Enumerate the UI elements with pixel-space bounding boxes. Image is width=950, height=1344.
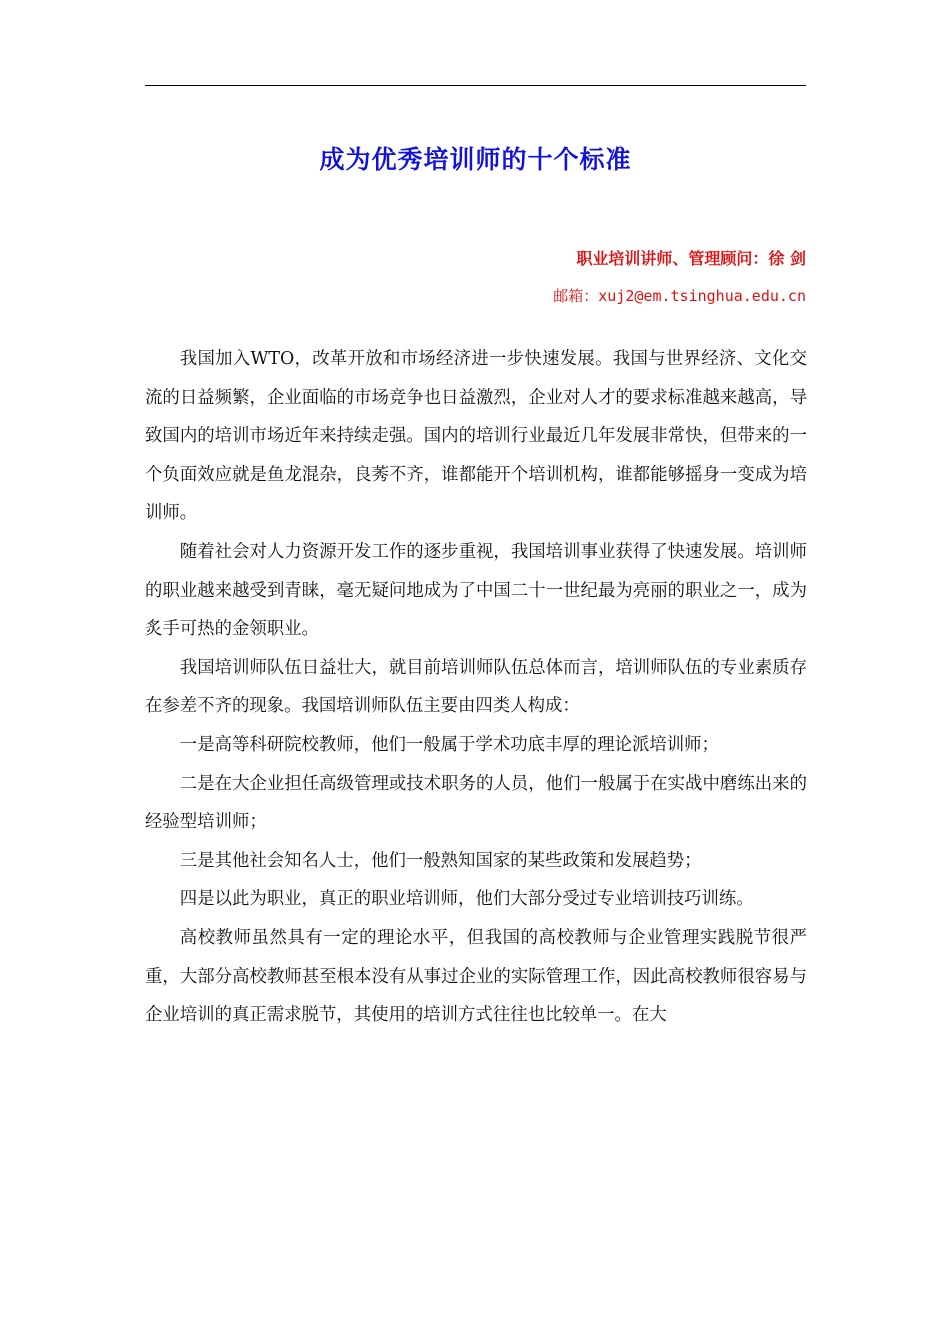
paragraph: 我国培训师队伍日益壮大，就目前培训师队伍总体而言，培训师队伍的专业素质存在参差不齐的现象。我国培训师队伍主要由四类人构成： bbox=[145, 657, 807, 717]
paragraph: 一是高等科研院校教师，他们一般属于学术功底丰厚的理论派培训师； bbox=[179, 734, 719, 755]
paragraph: 高校教师虽然具有一定的理论水平，但我国的高校教师与企业管理实践脱节很严重，大部分高校教师甚至根本没有从事过企业的实际管理工作，因此高校教师很容易与企业培训的真正需求脱节，其使用的培训方式往往也比较单一。在大 bbox=[145, 927, 807, 1026]
document-title: 成为优秀培训师的十个标准 bbox=[319, 145, 632, 174]
paragraph: 二是在大企业担任高级管理或技术职务的人员，他们一般属于在实战中磨练出来的经验型培训师； bbox=[145, 773, 807, 833]
email-address: xuj2@em.tsinghua.edu.cn bbox=[598, 287, 806, 305]
email-label: 邮箱： bbox=[553, 287, 599, 305]
author-line: 职业培训讲师、管理顾问：徐 剑 bbox=[576, 249, 806, 268]
paragraph: 三是其他社会知名人士，他们一般熟知国家的某些政策和发展趋势； bbox=[179, 850, 702, 871]
paragraph: 我国加入WTO，改革开放和市场经济进一步快速发展。我国与世界经济、文化交流的日益频繁，企业面临的市场竞争也日益激烈，企业对人才的要求标准越来越高，导致国内的培训市场近年来持续走强。国内的培训行业最近几年发展非常快，但带来的一个负面效应就是鱼龙混杂，良莠不齐，谁都能开个培训机构，谁都能够摇身一变成为培训师。 bbox=[145, 349, 807, 524]
paragraph: 随着社会对人力资源开发工作的逐步重视，我国培训事业获得了快速发展。培训师的职业越来越受到青睐，毫无疑问地成为了中国二十一世纪最为亮丽的职业之一，成为炙手可热的金领职业。 bbox=[145, 541, 807, 640]
document-body bbox=[145, 340, 807, 1035]
header-rule bbox=[145, 85, 806, 86]
paragraph: 四是以此为职业，真正的职业培训师，他们大部分受过专业培训技巧训练。 bbox=[179, 889, 754, 910]
email-line bbox=[553, 285, 806, 306]
